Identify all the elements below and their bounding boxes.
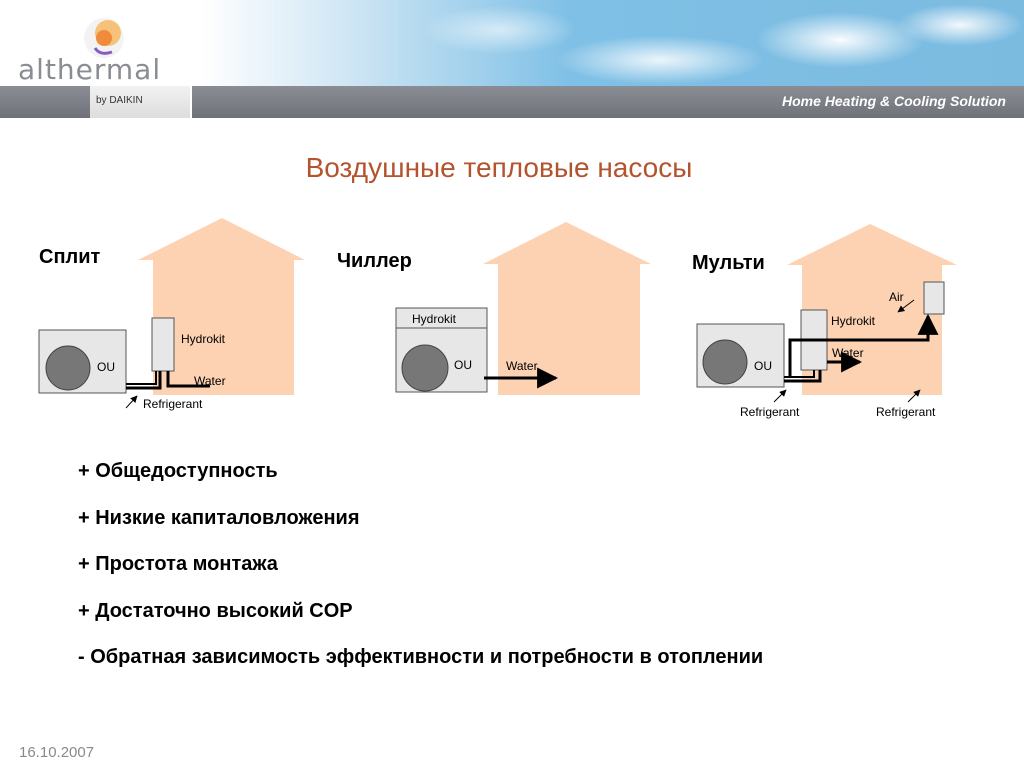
chiller-water-label: Water <box>506 359 538 373</box>
multi-hydrokit-label: Hydrokit <box>831 314 876 328</box>
multi-heading: Мульти <box>692 252 765 274</box>
chiller-hydrokit-label: Hydrokit <box>412 312 457 326</box>
multi-diagram <box>697 224 957 419</box>
chiller-heading: Чиллер <box>337 250 412 272</box>
bullet-list <box>78 456 763 689</box>
bullet-item: + Достаточно высокий COP <box>78 599 353 622</box>
daikin-byline: by DAIKIN <box>96 95 143 106</box>
bullet-item: + Простота монтажа <box>78 553 278 575</box>
footer-date: 16.10.2007 <box>19 744 95 761</box>
multi-refrigerant-label-right: Refrigerant <box>876 405 936 419</box>
chiller-ou-label: OU <box>454 358 472 372</box>
bullet-item: + Общедоступность <box>78 460 278 482</box>
multi-air-label: Air <box>889 290 904 304</box>
multi-fan-icon <box>703 340 747 384</box>
split-hydrokit-label: Hydrokit <box>181 332 226 346</box>
multi-water-label: Water <box>832 346 864 360</box>
multi-ou-label: OU <box>754 359 772 373</box>
multi-refrigerant-label-left: Refrigerant <box>740 405 800 419</box>
split-hydrokit-unit <box>152 318 174 371</box>
svg-text:althermal: althermal <box>18 53 162 86</box>
split-refrigerant-label: Refrigerant <box>143 397 203 411</box>
slide-title: Воздушные тепловые насосы <box>305 152 693 183</box>
chiller-fan-icon <box>402 345 448 391</box>
bullet-item: + Низкие капиталовложения <box>78 506 360 529</box>
split-water-label: Water <box>194 374 226 388</box>
multi-air-unit <box>924 282 944 314</box>
bullet-item: - Обратная зависимость эффективности и потребности в отоплении <box>78 646 764 668</box>
split-diagram <box>39 218 305 411</box>
split-heading: Сплит <box>39 246 101 268</box>
chiller-diagram <box>396 222 651 395</box>
header-tagline: Home Heating & Cooling Solution <box>782 93 1006 109</box>
split-fan-icon <box>46 346 90 390</box>
split-ou-label: OU <box>97 360 115 374</box>
